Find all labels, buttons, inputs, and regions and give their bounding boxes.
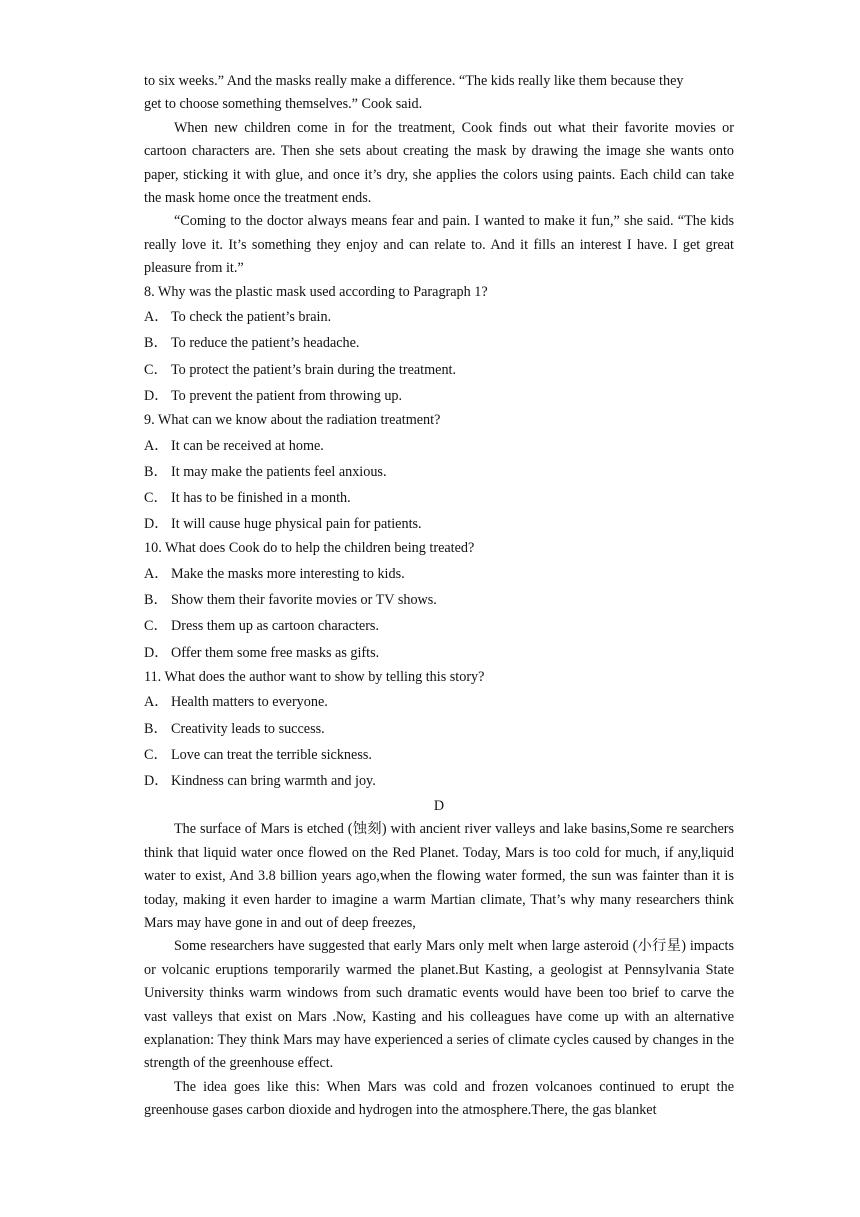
paragraph-asteroid-theory: Some researchers have suggested that early Mars only melt when large asteroid (小行星) impacts or volcanic eruptions temporarily warmed the planet.But Kasting, a geologist at Pennsylvania State University thinks warm windows from such dramatic events would have been too brief to carve the vast valleys that exist on Mars .Now, Kasting and his colleagues have come up with an alternative explanation: They think Mars may have experienced a series of climate cycles caused by changes in the strength of the greenhouse effect.: [144, 938, 734, 1072]
paragraph-cook-quote: “Coming to the doctor always means fear and pain. I wanted to make it fun,” she said. “The kids really love it. It’s something they enjoy and can relate to. And it fills an interest I have. I get great pleasure from it.”: [144, 213, 734, 277]
option-d[interactable]: [144, 768, 734, 794]
passage-c: [144, 70, 734, 281]
option-text: Show them their favorite movies or TV shows.: [171, 592, 437, 609]
question-9: [144, 409, 734, 537]
paragraph-greenhouse-idea: The idea goes like this: When Mars was cold and frozen volcanoes continued to erupt the greenhouse gases carbon dioxide and hydrogen into the atmosphere.There, the gas blanket: [144, 1078, 734, 1119]
option-text: It may make the patients feel anxious.: [171, 463, 387, 480]
option-letter: D．: [144, 387, 169, 404]
option-letter: B．: [144, 720, 168, 737]
option-c[interactable]: [144, 613, 734, 639]
option-text: Make the masks more interesting to kids.: [171, 566, 405, 583]
option-letter: C．: [144, 618, 168, 635]
option-text: It can be received at home.: [171, 437, 324, 454]
question-stem: 9. What can we know about the radiation treatment?: [144, 412, 441, 429]
option-letter: B．: [144, 592, 168, 609]
question-stem: 8. Why was the plastic mask used according to Paragraph 1?: [144, 283, 488, 300]
option-text: Creativity leads to success.: [171, 720, 325, 737]
passage-d: [144, 794, 734, 1122]
section-title: D: [433, 798, 445, 815]
option-text: Love can treat the terrible sickness.: [171, 746, 372, 763]
question-stem: 11. What does the author want to show by telling this story?: [144, 668, 485, 685]
question-8: [144, 281, 734, 409]
paragraph-cook-process: When new children come in for the treatment, Cook finds out what their favorite movies or cartoon characters are. Then she sets about creating the mask by drawing the image she wants onto paper, sticking it with glue, and once it’s dry, she applies the colors using paints. Each child can take the mask home once the treatment ends.: [144, 119, 734, 207]
question-stem: 10. What does Cook do to help the children being treated?: [144, 540, 475, 557]
option-letter: A．: [144, 309, 169, 326]
option-text: Health matters to everyone.: [171, 694, 328, 711]
option-text: It has to be finished in a month.: [171, 490, 351, 507]
option-letter: C．: [144, 361, 168, 378]
option-text: Kindness can bring warmth and joy.: [171, 773, 376, 790]
option-c[interactable]: [144, 357, 734, 383]
option-d[interactable]: [144, 511, 734, 537]
option-text: Offer them some free masks as gifts.: [171, 644, 380, 661]
option-letter: B．: [144, 335, 168, 352]
option-d[interactable]: [144, 640, 734, 666]
option-d[interactable]: [144, 383, 734, 409]
question-11: [144, 666, 734, 794]
paragraph-line: get to choose something themselves.” Cook said.: [144, 96, 423, 113]
option-letter: D．: [144, 773, 169, 790]
option-c[interactable]: [144, 485, 734, 511]
option-a[interactable]: [144, 304, 734, 330]
option-letter: D．: [144, 516, 169, 533]
option-b[interactable]: [144, 330, 734, 356]
option-b[interactable]: [144, 587, 734, 613]
paragraph-line: to six weeks.” And the masks really make a difference. “The kids really like them because they: [144, 73, 684, 89]
option-a[interactable]: [144, 561, 734, 587]
option-letter: D．: [144, 644, 169, 661]
option-text: To check the patient’s brain.: [171, 309, 332, 326]
option-letter: A．: [144, 437, 169, 454]
option-text: To reduce the patient’s headache.: [171, 335, 360, 352]
document-page: [144, 70, 734, 1123]
option-text: To prevent the patient from throwing up.: [171, 387, 403, 404]
option-b[interactable]: [144, 459, 734, 485]
option-text: Dress them up as cartoon characters.: [171, 618, 379, 635]
paragraph-mars-surface: The surface of Mars is etched (蚀刻) with ancient river valleys and lake basins,Some re searchers think that liquid water once flowed on the Red Planet. Today, Mars is too cold for much, if any,liquid water to exist, And 3.8 billion years ago,when the flowing water formed, the sun was fainter than it is today, making it even harder to imagine a warm Martian climate, That’s why many researchers think Mars may have gone in and out of deep freezes,: [144, 821, 734, 931]
option-text: It will cause huge physical pain for patients.: [171, 516, 422, 533]
option-letter: A．: [144, 566, 169, 583]
option-text: To protect the patient’s brain during the treatment.: [171, 361, 457, 378]
option-a[interactable]: [144, 433, 734, 459]
option-letter: A．: [144, 694, 169, 711]
option-b[interactable]: [144, 716, 734, 742]
option-letter: C．: [144, 746, 168, 763]
option-letter: B．: [144, 463, 168, 480]
option-letter: C．: [144, 490, 168, 507]
option-a[interactable]: [144, 689, 734, 715]
question-10: [144, 537, 734, 665]
paragraph-continued: [144, 70, 734, 117]
option-c[interactable]: [144, 742, 734, 768]
